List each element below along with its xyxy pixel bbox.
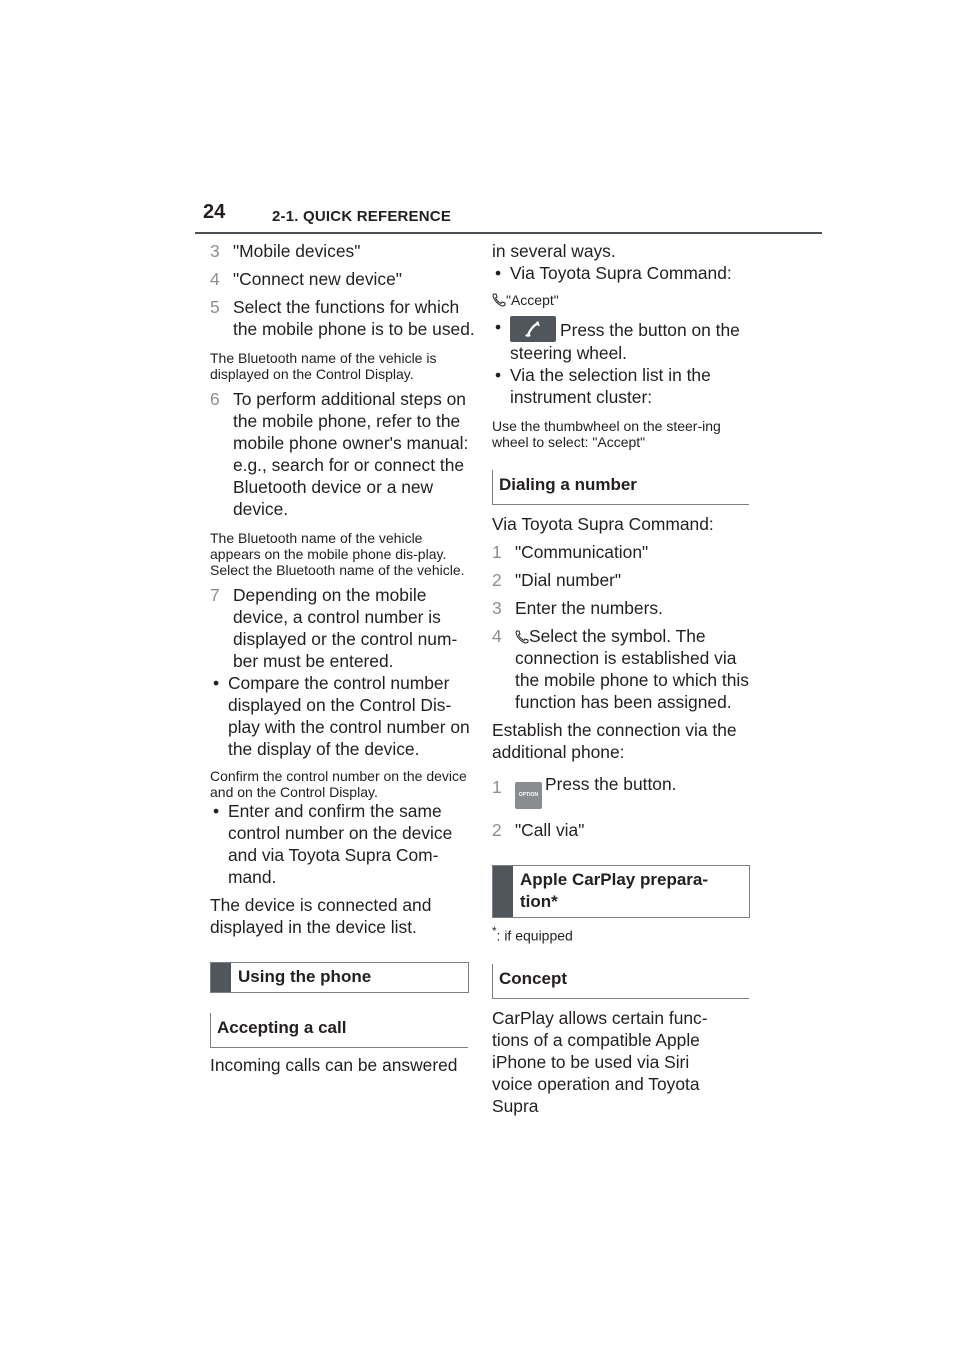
footnote-text: : if equipped: [496, 927, 573, 944]
subheading-label: Accepting a call: [217, 1018, 347, 1037]
step-text: "Connect new device": [233, 269, 402, 289]
paragraph-establish: Establish the connection via the additional phone:: [492, 720, 737, 762]
option-step-1: [492, 773, 757, 809]
step-text: "Mobile devices": [233, 241, 361, 261]
heading-label: Using the phone: [238, 967, 372, 986]
step-text: "Dial number": [515, 570, 622, 590]
heading-box-carplay: [492, 865, 750, 918]
step-number: 4: [492, 626, 502, 646]
option-step-2: [492, 819, 757, 841]
page-number: 24: [203, 201, 226, 223]
subheading-box-dialing: [492, 470, 749, 505]
dial-step-1: [492, 541, 757, 563]
step-number: 3: [492, 598, 502, 618]
heading-accent-bar: [493, 866, 513, 917]
step-4: [210, 268, 475, 290]
phone-handset-icon: [515, 630, 529, 644]
step-text: Press the button.: [545, 774, 677, 794]
steering-wheel-phone-button-icon: [510, 316, 556, 342]
step-text: Enter the numbers.: [515, 598, 663, 618]
step-7: [210, 584, 475, 672]
accept-text: "Accept": [506, 292, 559, 308]
bullet-press-button: [492, 316, 757, 364]
note-bluetooth-name: The Bluetooth name of the vehicle is displayed on the Control Display.: [210, 350, 437, 382]
right-column: [492, 240, 757, 1117]
heading-accent-bar: [211, 963, 231, 992]
step-3: [210, 240, 475, 262]
step-text: Depending on the mobile device, a control number is displayed or the control num-ber must be entered.: [233, 585, 458, 671]
bullet-compare: • Compare the control number displayed on the Control Dis-play with the control number on the display of the device.: [210, 672, 475, 760]
paragraph-connected: The device is connected and displayed in the device list.: [210, 895, 432, 937]
step-number: 7: [210, 585, 220, 605]
step-text: To perform additional steps on the mobile phone, refer to the mobile phone owner's manual: e.g., search for or connect the Bluetooth device or a new device.: [233, 389, 469, 519]
subheading-label: Dialing a number: [499, 475, 637, 494]
heading-box-using-phone: [210, 962, 469, 993]
step-number: 2: [492, 820, 502, 840]
step-number: 5: [210, 297, 220, 317]
bullet-selection-list: • Via the selection list in the instrument cluster:: [492, 364, 757, 408]
dial-step-2: [492, 569, 757, 591]
paragraph-several-ways: in several ways.: [492, 241, 616, 261]
bullet-enter-confirm: • Enter and confirm the same control number on the device and via Toyota Supra Com-mand.: [210, 800, 475, 888]
note-bluetooth-appears: The Bluetooth name of the vehicle appears on the mobile phone dis-play. Select the Bluetooth name of the vehicle.: [210, 530, 465, 578]
step-text: Select the symbol. The connection is established via the mobile phone to which this function has been assigned.: [515, 626, 749, 712]
paragraph-carplay: CarPlay allows certain func-tions of a compatible Apple iPhone to be used via Siri voice operation and Toyota Supra: [492, 1007, 708, 1116]
step-number: 4: [210, 269, 220, 289]
step-number: 6: [210, 389, 220, 409]
heading-label: Apple CarPlay prepara-tion*: [520, 870, 709, 911]
step-number: 2: [492, 570, 502, 590]
bullet-via-command: • Via Toyota Supra Command:: [492, 262, 757, 284]
step-text: "Call via": [515, 820, 585, 840]
step-number: 1: [492, 542, 502, 562]
section-title: 2-1. QUICK REFERENCE: [272, 208, 452, 225]
paragraph-via-command: Via Toyota Supra Command:: [492, 514, 714, 534]
step-text: "Communication": [515, 542, 649, 562]
step-number: 1: [492, 777, 502, 797]
dial-step-3: [492, 597, 757, 619]
phone-handset-icon: [492, 293, 506, 307]
note-thumbwheel: Use the thumbwheel on the steer-ing wheel to select: "Accept": [492, 418, 721, 450]
subheading-box-concept: [492, 964, 749, 999]
step-6: [210, 388, 475, 520]
header-rule: [195, 232, 822, 234]
footnote-star: *: [492, 925, 497, 938]
footnote: [492, 924, 757, 944]
subheading-box-accepting-call: [210, 1013, 468, 1048]
option-button-icon: OPTION: [515, 782, 542, 809]
step-number: 3: [210, 241, 220, 261]
step-text: Select the functions for which the mobile phone is to be used.: [233, 297, 475, 339]
accept-line: [492, 292, 757, 308]
note-confirm-control: Confirm the control number on the device and on the Control Display.: [210, 768, 467, 800]
subheading-label: Concept: [499, 968, 567, 988]
bullet-text: Press the button on the steering wheel.: [510, 320, 740, 363]
paragraph-incoming-calls: Incoming calls can be answered: [210, 1055, 458, 1075]
left-column: [210, 240, 475, 1076]
dial-step-4: [492, 625, 757, 713]
step-5: [210, 296, 475, 340]
